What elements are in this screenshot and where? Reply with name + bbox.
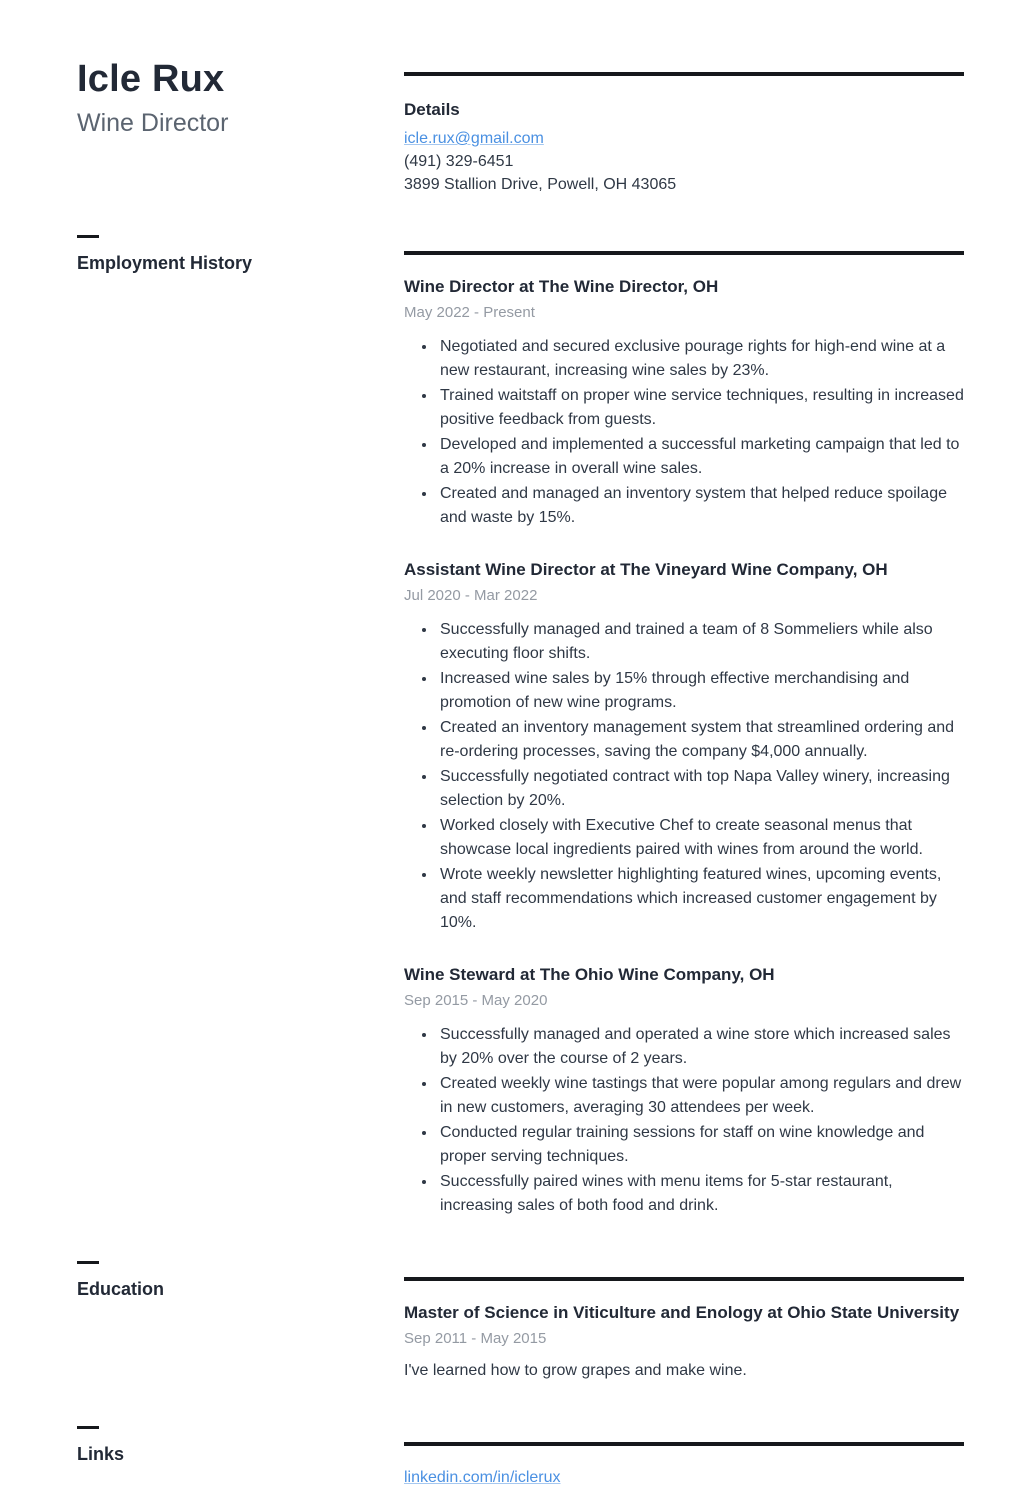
bullet-item: • Trained waitstaff on proper wine service techniques, resulting in increased positive feedback from guests. <box>437 383 964 432</box>
email-line <box>404 127 964 150</box>
employment-label-block <box>77 235 404 274</box>
job-entry <box>404 962 964 1218</box>
job-bullets <box>404 617 964 935</box>
employment-section-label: Employment History <box>77 253 253 273</box>
bullet-item: • Created and managed an inventory system that helped reduce spoilage and waste by 15%. <box>437 481 964 530</box>
linkedin-link[interactable]: linkedin.com/in/iclerux <box>404 1469 561 1486</box>
bullet-item: • Wrote weekly newsletter highlighting featured wines, upcoming events, and staff recommendations which increased customer engagement by 10%. <box>437 862 964 935</box>
bullet-item: • Created an inventory management system that streamlined ordering and re-ordering processes, saving the company $4,000 annually. <box>437 715 964 764</box>
job-bullets <box>404 334 964 530</box>
employment-row <box>77 235 964 1218</box>
job-entry <box>404 274 964 530</box>
person-job-title: Wine Director <box>77 109 229 138</box>
link-line <box>404 1466 964 1489</box>
bullet-item: • Worked closely with Executive Chef to create seasonal menus that showcase local ingredients paired with wines from around the world. <box>437 813 964 862</box>
identity-block <box>77 56 404 140</box>
bullet-item: • Successfully paired wines with menu items for 5-star restaurant, increasing sales of both food and drink. <box>437 1169 964 1218</box>
details-block <box>404 127 964 196</box>
job-dates: Jul 2020 - Mar 2022 <box>404 587 538 604</box>
phone-line: (491) 329-6451 <box>404 153 514 170</box>
section-dash <box>77 235 99 238</box>
education-section-label: Education <box>77 1279 165 1299</box>
details-heading: Details <box>404 100 460 119</box>
education-degree-title: Master of Science in Viticulture and Enology at Ohio State University <box>404 1303 960 1322</box>
job-dates: May 2022 - Present <box>404 304 535 321</box>
bullet-item: • Created weekly wine tastings that were popular among regulars and drew in new customers, averaging 30 attendees per week. <box>437 1071 964 1120</box>
job-bullets <box>404 1022 964 1218</box>
job-title: Wine Director at The Wine Director, OH <box>404 277 719 296</box>
section-dash <box>77 1261 99 1264</box>
job-title: Wine Steward at The Ohio Wine Company, OH <box>404 965 775 984</box>
section-rule <box>404 1277 964 1281</box>
person-name: Icle Rux <box>77 58 225 100</box>
education-entry <box>404 1300 964 1383</box>
links-content <box>404 1426 964 1489</box>
education-label-block <box>77 1261 404 1300</box>
job-entry <box>404 557 964 935</box>
bullet-item: • Successfully managed and operated a wine store which increased sales by 20% over the course of 2 years. <box>437 1022 964 1071</box>
details-section <box>404 56 964 196</box>
address-line: 3899 Stallion Drive, Powell, OH 43065 <box>404 176 677 193</box>
education-content <box>404 1261 964 1383</box>
section-rule <box>404 251 964 255</box>
bullet-item: • Increased wine sales by 15% through effective merchandising and promotion of new wine programs. <box>437 666 964 715</box>
links-row <box>77 1426 964 1489</box>
section-dash <box>77 1426 99 1429</box>
education-row <box>77 1261 964 1383</box>
job-dates: Sep 2015 - May 2020 <box>404 992 548 1009</box>
job-title: Assistant Wine Director at The Vineyard Wine Company, OH <box>404 560 888 579</box>
bullet-item: • Conducted regular training sessions for staff on wine knowledge and proper serving techniques. <box>437 1120 964 1169</box>
education-dates: Sep 2011 - May 2015 <box>404 1330 547 1347</box>
bullet-item: • Developed and implemented a successful marketing campaign that led to a 20% increase in overall wine sales. <box>437 432 964 481</box>
bullet-item: • Successfully negotiated contract with top Napa Valley winery, increasing selection by 20%. <box>437 764 964 813</box>
links-label-block <box>77 1426 404 1465</box>
education-description: I've learned how to grow grapes and make wine. <box>404 1362 747 1379</box>
bullet-item: • Negotiated and secured exclusive pourage rights for high-end wine at a new restaurant, increasing wine sales by 23%. <box>437 334 964 383</box>
header-row <box>77 56 964 196</box>
section-rule <box>404 1442 964 1446</box>
links-section-label: Links <box>77 1444 125 1464</box>
section-rule <box>404 72 964 76</box>
employment-content <box>404 235 964 1218</box>
bullet-item: • Successfully managed and trained a team of 8 Sommeliers while also executing floor shifts. <box>437 617 964 666</box>
email-link[interactable]: icle.rux@gmail.com <box>404 130 544 147</box>
